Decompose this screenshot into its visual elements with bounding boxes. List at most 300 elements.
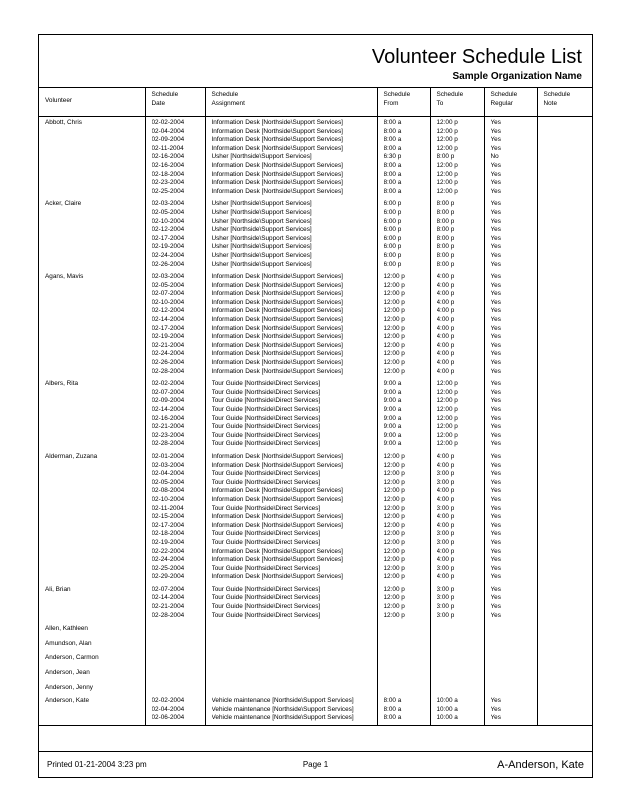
cell-schedule-from-value: 12:00 p — [383, 521, 405, 529]
cell-schedule-date-value: 02-19-2004 — [151, 243, 185, 251]
cell-schedule-regular — [484, 198, 537, 271]
cell-schedule-note-value — [544, 440, 593, 449]
cell-schedule-note-value — [544, 453, 593, 462]
cell-schedule-assignment-value: Tour Guide [Northside\Direct Services] — [211, 478, 321, 486]
cell-schedule-date-value: 02-08-2004 — [151, 487, 185, 495]
cell-schedule-note-value — [544, 273, 593, 282]
volunteer-name: Acker, Claire — [45, 200, 82, 208]
cell-schedule-to-value: 12:00 p — [436, 380, 458, 388]
cell-schedule-assignment-value: Information Desk [Northside\Support Services] — [211, 170, 343, 178]
cell-schedule-date-value: 02-09-2004 — [151, 136, 185, 144]
cell-schedule-to-value: 4:00 p — [436, 281, 455, 289]
cell-schedule-note-value — [544, 573, 593, 582]
cell-schedule-regular-value: Yes — [490, 367, 501, 375]
cell-schedule-to-value: 12:00 p — [436, 136, 458, 144]
cell-schedule-to-value: 4:00 p — [436, 298, 455, 306]
cell-schedule-from-value: 12:00 p — [383, 504, 405, 512]
cell-schedule-note-value — [544, 325, 593, 334]
cell-schedule-assignment-value: Information Desk [Northside\Support Services] — [211, 324, 343, 332]
cell-schedule-assignment-value: Tour Guide [Northside\Direct Services] — [211, 423, 321, 431]
cell-schedule-date-value: 02-09-2004 — [151, 397, 185, 405]
cell-schedule-note-value — [544, 226, 593, 235]
cell-schedule-assignment-value: Tour Guide [Northside\Direct Services] — [211, 585, 321, 593]
cell-schedule-regular-value: Yes — [490, 281, 501, 289]
cell-schedule-regular-value: Yes — [490, 440, 501, 448]
cell-schedule-assignment-value: Tour Guide [Northside\Direct Services] — [211, 470, 321, 478]
cell-schedule-assignment-value: Usher [Northside\Support Services] — [211, 200, 312, 208]
volunteer-name: Agans, Mavis — [45, 273, 84, 281]
cell-schedule-note-value — [544, 243, 593, 252]
cell-schedule-note-value — [544, 479, 593, 488]
cell-schedule-note — [537, 451, 592, 584]
cell-schedule-note-value — [544, 487, 593, 496]
column-header-schedule-date-l1: Schedule — [151, 91, 179, 98]
column-header-schedule-date — [145, 88, 205, 117]
cell-schedule-regular-value: Yes — [490, 603, 501, 611]
cell-schedule-note — [537, 681, 592, 696]
column-header-schedule-assignment — [205, 88, 377, 117]
cell-schedule-to-value: 4:00 p — [436, 290, 455, 298]
cell-schedule-to — [430, 117, 484, 199]
cell-schedule-date-value: 02-24-2004 — [151, 556, 185, 564]
cell-schedule-note-value — [544, 179, 593, 188]
cell-schedule-regular — [484, 271, 537, 378]
cell-schedule-note-value — [544, 513, 593, 522]
cell-schedule-regular-value: Yes — [490, 594, 501, 602]
table-row — [39, 666, 592, 681]
cell-schedule-date-value: 02-03-2004 — [151, 461, 185, 469]
cell-schedule-from-value: 12:00 p — [383, 611, 405, 619]
cell-schedule-assignment — [205, 637, 377, 652]
cell-schedule-assignment-value: Information Desk [Northside\Support Services] — [211, 461, 343, 469]
cell-schedule-date-value: 02-17-2004 — [151, 234, 185, 242]
cell-schedule-regular-value: Yes — [490, 208, 501, 216]
column-header-schedule-regular-l2: Regular — [490, 99, 513, 107]
cell-schedule-date-value: 02-02-2004 — [151, 119, 185, 126]
cell-schedule-assignment-value: Information Desk [Northside\Support Services] — [211, 179, 343, 187]
cell-schedule-date-value: 02-11-2004 — [151, 504, 184, 512]
cell-schedule-to-value — [437, 654, 484, 663]
cell-schedule-to — [430, 622, 484, 637]
cell-schedule-regular-value: Yes — [490, 187, 501, 195]
cell-schedule-regular-value: Yes — [490, 179, 501, 187]
cell-schedule-note-value — [544, 397, 593, 406]
cell-schedule-from-value: 6:00 p — [383, 243, 402, 251]
cell-schedule-assignment-value: Information Desk [Northside\Support Services] — [211, 547, 343, 555]
cell-schedule-note — [537, 378, 592, 451]
cell-schedule-note-value — [544, 640, 593, 649]
cell-schedule-date — [145, 622, 205, 637]
cell-schedule-note-value — [544, 505, 593, 514]
report-page — [38, 34, 593, 778]
cell-schedule-regular-value: Yes — [490, 406, 501, 413]
volunteer-name: Anderson, Carmon — [45, 654, 99, 662]
cell-schedule-date-value: 02-25-2004 — [151, 564, 185, 572]
cell-schedule-note-value — [544, 188, 593, 197]
cell-schedule-from-value: 12:00 p — [383, 461, 405, 469]
cell-schedule-from-value: 8:00 a — [383, 187, 402, 195]
cell-schedule-assignment-value: Information Desk [Northside\Support Services] — [211, 487, 343, 495]
cell-schedule-note-value — [544, 333, 593, 342]
cell-schedule-to-value: 12:00 p — [436, 388, 458, 396]
cell-schedule-assignment — [205, 695, 377, 725]
cell-schedule-to-value: 8:00 p — [436, 260, 455, 268]
cell-schedule-regular-value: Yes — [490, 513, 501, 521]
cell-schedule-date-value: 02-28-2004 — [151, 367, 185, 375]
cell-schedule-regular-value: Yes — [490, 478, 501, 486]
cell-schedule-from-value: 9:00 a — [383, 388, 402, 396]
cell-schedule-assignment-value: Information Desk [Northside\Support Services] — [211, 298, 343, 306]
volunteer-name: Anderson, Jenny — [45, 683, 93, 691]
cell-schedule-to-value: 3:00 p — [436, 594, 455, 602]
footer-range-label: A-Anderson, Kate — [497, 758, 584, 771]
cell-schedule-to-value: 8:00 p — [436, 217, 455, 225]
cell-schedule-note-value — [544, 406, 593, 415]
page-footer — [39, 751, 592, 777]
footer-printed-timestamp: Printed 01-21-2004 3:23 pm — [47, 760, 147, 769]
cell-schedule-date-value: 02-26-2004 — [151, 359, 185, 367]
cell-schedule-to-value: 12:00 p — [436, 127, 458, 135]
cell-volunteer — [39, 117, 145, 199]
cell-schedule-regular-value: Yes — [490, 341, 501, 349]
cell-schedule-note — [537, 695, 592, 725]
cell-schedule-date-value: 02-05-2004 — [151, 281, 185, 289]
cell-volunteer — [39, 666, 145, 681]
column-header-schedule-to-l2: To — [436, 99, 444, 107]
cell-schedule-regular-value: Yes — [490, 119, 501, 126]
cell-schedule-to — [430, 637, 484, 652]
cell-schedule-regular-value: Yes — [490, 414, 501, 422]
cell-schedule-date-value: 02-22-2004 — [151, 547, 185, 555]
cell-schedule-to-value: 8:00 p — [436, 251, 455, 259]
cell-schedule-from — [377, 451, 430, 584]
cell-schedule-assignment-value: Tour Guide [Northside\Direct Services] — [211, 406, 321, 413]
cell-schedule-to-value: 4:00 p — [436, 452, 455, 460]
cell-schedule-regular-value — [491, 654, 537, 663]
cell-schedule-date-value: 02-07-2004 — [151, 585, 185, 593]
cell-schedule-regular-value: Yes — [490, 307, 501, 315]
cell-schedule-from-value: 6:00 p — [383, 217, 402, 225]
cell-schedule-date-value: 02-11-2004 — [151, 144, 184, 152]
cell-schedule-assignment-value: Information Desk [Northside\Support Services] — [211, 556, 343, 564]
cell-schedule-regular-value: Yes — [490, 388, 501, 396]
cell-schedule-to-value: 3:00 p — [436, 470, 455, 478]
cell-schedule-assignment-value: Information Desk [Northside\Support Services] — [211, 144, 343, 152]
cell-schedule-date-value: 02-10-2004 — [151, 298, 185, 306]
cell-schedule-note-value — [544, 496, 593, 505]
cell-schedule-date — [145, 681, 205, 696]
cell-schedule-from-value: 12:00 p — [383, 585, 405, 593]
cell-schedule-to-value: 12:00 p — [436, 423, 458, 431]
cell-schedule-to — [430, 378, 484, 451]
cell-schedule-note-value — [544, 706, 593, 715]
cell-schedule-note-value — [544, 432, 593, 441]
cell-schedule-assignment — [205, 117, 377, 199]
cell-schedule-to-value: 4:00 p — [436, 547, 455, 555]
cell-schedule-assignment-value: Tour Guide [Northside\Direct Services] — [211, 397, 321, 405]
cell-schedule-date-value: 02-04-2004 — [151, 127, 185, 135]
cell-schedule-date-value: 02-12-2004 — [151, 226, 185, 234]
cell-schedule-date-value: 02-26-2004 — [151, 260, 185, 268]
cell-schedule-from-value — [384, 684, 430, 693]
cell-schedule-from-value: 6:00 p — [383, 226, 402, 234]
cell-schedule-to-value: 4:00 p — [436, 307, 455, 315]
cell-schedule-regular-value: Yes — [490, 226, 501, 234]
cell-schedule-note-value — [544, 316, 593, 325]
cell-schedule-date-value: 02-28-2004 — [151, 611, 185, 619]
column-header-volunteer-label: Volunteer — [45, 97, 73, 104]
cell-schedule-regular-value: Yes — [490, 359, 501, 367]
cell-schedule-from-value: 12:00 p — [383, 513, 405, 521]
cell-schedule-from-value: 12:00 p — [383, 333, 405, 341]
volunteer-name: Abbott, Chris — [45, 119, 82, 126]
cell-schedule-from-value: 12:00 p — [383, 307, 405, 315]
cell-schedule-to-value: 3:00 p — [436, 538, 455, 546]
cell-schedule-from-value: 6:00 p — [383, 200, 402, 208]
cell-schedule-to-value: 8:00 p — [436, 208, 455, 216]
cell-schedule-assignment-value: Information Desk [Northside\Support Services] — [211, 290, 343, 298]
cell-schedule-from-value: 6:00 p — [383, 208, 402, 216]
cell-schedule-date-value: 02-19-2004 — [151, 333, 185, 341]
cell-schedule-from-value — [384, 625, 430, 634]
cell-schedule-assignment-value: Information Desk [Northside\Support Services] — [211, 273, 343, 281]
cell-schedule-from-value: 8:00 a — [383, 136, 402, 144]
cell-schedule-note-value — [544, 654, 593, 663]
cell-schedule-to-value: 12:00 p — [436, 119, 458, 126]
cell-schedule-date — [145, 378, 205, 451]
cell-schedule-note-value — [544, 342, 593, 351]
cell-schedule-from-value: 12:00 p — [383, 530, 405, 538]
cell-schedule-note-value — [544, 145, 593, 154]
cell-schedule-from-value: 9:00 a — [383, 414, 402, 422]
cell-schedule-from-value: 9:00 a — [383, 397, 402, 405]
cell-schedule-note — [537, 117, 592, 199]
cell-schedule-regular-value — [491, 669, 537, 678]
cell-schedule-regular-value: Yes — [490, 298, 501, 306]
cell-schedule-note-value — [544, 470, 593, 479]
cell-schedule-note-value — [544, 612, 593, 621]
cell-schedule-date-value: 02-15-2004 — [151, 513, 185, 521]
cell-schedule-from — [377, 271, 430, 378]
cell-schedule-regular-value — [491, 625, 537, 634]
cell-schedule-from-value: 12:00 p — [383, 298, 405, 306]
cell-schedule-to-value: 8:00 p — [436, 200, 455, 208]
cell-schedule-from-value — [384, 640, 430, 649]
cell-schedule-assignment-value: Information Desk [Northside\Support Services] — [211, 513, 343, 521]
cell-schedule-date-value: 02-07-2004 — [151, 290, 185, 298]
cell-schedule-regular-value: Yes — [490, 705, 501, 713]
cell-schedule-regular-value — [491, 640, 537, 649]
cell-schedule-date-value: 02-07-2004 — [151, 388, 185, 396]
cell-schedule-note-value — [544, 136, 593, 145]
cell-schedule-date-value: 02-10-2004 — [151, 217, 185, 225]
cell-schedule-note-value — [544, 423, 593, 432]
cell-schedule-date-value: 02-29-2004 — [151, 573, 185, 581]
cell-schedule-regular-value: Yes — [490, 521, 501, 529]
cell-schedule-from-value: 12:00 p — [383, 538, 405, 546]
cell-volunteer — [39, 271, 145, 378]
cell-schedule-date-value — [152, 654, 205, 663]
cell-schedule-regular-value: Yes — [490, 333, 501, 341]
volunteer-name: Anderson, Kate — [45, 697, 90, 705]
cell-schedule-to-value: 12:00 p — [436, 187, 458, 195]
cell-schedule-to-value: 4:00 p — [436, 324, 455, 332]
cell-schedule-to — [430, 651, 484, 666]
cell-schedule-note-value — [544, 252, 593, 261]
cell-schedule-to-value: 4:00 p — [436, 316, 455, 324]
cell-schedule-regular — [484, 666, 537, 681]
cell-schedule-assignment-value: Information Desk [Northside\Support Services] — [211, 521, 343, 529]
cell-schedule-regular-value: Yes — [490, 161, 501, 169]
cell-schedule-date — [145, 271, 205, 378]
cell-schedule-date-value: 02-19-2004 — [151, 538, 185, 546]
cell-schedule-date-value: 02-18-2004 — [151, 530, 185, 538]
table-bottom-rule — [39, 725, 592, 726]
cell-schedule-to-value: 4:00 p — [436, 273, 455, 281]
cell-schedule-from-value: 12:00 p — [383, 603, 405, 611]
cell-schedule-from-value: 12:00 p — [383, 281, 405, 289]
cell-schedule-regular-value: Yes — [490, 495, 501, 503]
table-row — [39, 681, 592, 696]
cell-schedule-from-value: 8:00 a — [383, 714, 402, 722]
cell-schedule-date-value: 02-03-2004 — [151, 200, 185, 208]
cell-schedule-assignment-value: Information Desk [Northside\Support Services] — [211, 495, 343, 503]
cell-schedule-to-value: 3:00 p — [436, 530, 455, 538]
cell-schedule-from-value: 8:00 a — [383, 127, 402, 135]
cell-volunteer — [39, 651, 145, 666]
cell-schedule-from-value: 12:00 p — [383, 273, 405, 281]
cell-schedule-assignment-value — [212, 684, 377, 693]
cell-schedule-from-value: 9:00 a — [383, 440, 402, 448]
cell-schedule-date-value: 02-01-2004 — [151, 452, 185, 460]
cell-schedule-note-value — [544, 200, 593, 209]
cell-schedule-note-value — [544, 522, 593, 531]
column-header-volunteer — [39, 88, 145, 117]
cell-schedule-date-value: 02-25-2004 — [151, 187, 185, 195]
cell-schedule-note — [537, 271, 592, 378]
cell-schedule-assignment-value: Tour Guide [Northside\Direct Services] — [211, 530, 321, 538]
cell-schedule-to-value: 4:00 p — [436, 367, 455, 375]
table-body — [39, 117, 592, 726]
cell-schedule-date-value: 02-02-2004 — [151, 380, 185, 388]
cell-schedule-regular-value: Yes — [490, 452, 501, 460]
cell-schedule-date-value: 02-21-2004 — [151, 603, 185, 611]
cell-schedule-to — [430, 584, 484, 622]
cell-schedule-note-value — [544, 565, 593, 574]
cell-schedule-assignment-value: Information Desk [Northside\Support Services] — [211, 573, 343, 581]
cell-schedule-from-value: 8:00 a — [383, 697, 402, 705]
cell-schedule-assignment — [205, 681, 377, 696]
cell-schedule-date-value: 02-24-2004 — [151, 350, 185, 358]
cell-schedule-regular-value — [491, 684, 537, 693]
cell-schedule-note-value — [544, 556, 593, 565]
cell-schedule-regular-value: Yes — [490, 251, 501, 259]
cell-schedule-note-value — [544, 594, 593, 603]
column-header-schedule-from-l1: Schedule — [383, 91, 411, 98]
cell-schedule-regular-value: Yes — [490, 556, 501, 564]
cell-schedule-to-value: 4:00 p — [436, 359, 455, 367]
cell-schedule-date — [145, 637, 205, 652]
cell-schedule-assignment-value: Usher [Northside\Support Services] — [211, 243, 312, 251]
cell-schedule-note-value — [544, 171, 593, 180]
cell-schedule-assignment-value: Tour Guide [Northside\Direct Services] — [211, 603, 321, 611]
organization-name: Sample Organization Name — [452, 71, 582, 82]
cell-schedule-to-value: 4:00 p — [436, 461, 455, 469]
cell-schedule-date-value: 02-05-2004 — [151, 478, 185, 486]
cell-schedule-from-value: 9:00 a — [383, 423, 402, 431]
cell-schedule-from-value: 12:00 p — [383, 478, 405, 486]
cell-schedule-assignment-value: Usher [Northside\Support Services] — [211, 153, 312, 161]
cell-schedule-regular — [484, 117, 537, 199]
cell-schedule-from-value: 12:00 p — [383, 495, 405, 503]
table-header — [39, 88, 592, 117]
cell-schedule-assignment-value: Information Desk [Northside\Support Services] — [211, 307, 343, 315]
cell-schedule-regular-value: Yes — [490, 397, 501, 405]
cell-schedule-regular-value: Yes — [490, 573, 501, 581]
cell-schedule-from-value: 12:00 p — [383, 350, 405, 358]
cell-schedule-assignment-value: Information Desk [Northside\Support Services] — [211, 127, 343, 135]
cell-schedule-date-value: 02-05-2004 — [151, 208, 185, 216]
cell-schedule-note — [537, 622, 592, 637]
cell-schedule-note-value — [544, 119, 593, 128]
cell-schedule-note-value — [544, 282, 593, 291]
cell-schedule-from-value: 6:00 p — [383, 260, 402, 268]
cell-schedule-note-value — [544, 209, 593, 218]
cell-volunteer — [39, 378, 145, 451]
column-header-schedule-to — [430, 88, 484, 117]
cell-schedule-from — [377, 622, 430, 637]
cell-schedule-to — [430, 666, 484, 681]
cell-schedule-note-value — [544, 714, 593, 723]
cell-schedule-date-value: 02-16-2004 — [151, 153, 185, 161]
cell-schedule-to-value: 4:00 p — [436, 521, 455, 529]
cell-schedule-to-value: 3:00 p — [436, 564, 455, 572]
cell-schedule-regular-value: Yes — [490, 273, 501, 281]
cell-schedule-assignment-value: Information Desk [Northside\Support Services] — [211, 119, 343, 126]
cell-schedule-from-value: 12:00 p — [383, 556, 405, 564]
table-row — [39, 198, 592, 271]
column-header-schedule-from — [377, 88, 430, 117]
cell-schedule-date-value: 02-02-2004 — [151, 697, 185, 705]
cell-schedule-from-value — [384, 654, 430, 663]
cell-schedule-note — [537, 584, 592, 622]
cell-schedule-assignment-value: Information Desk [Northside\Support Services] — [211, 367, 343, 375]
cell-schedule-from-value: 8:00 a — [383, 705, 402, 713]
cell-schedule-note-value — [544, 669, 593, 678]
cell-schedule-regular-value: Yes — [490, 380, 501, 388]
cell-schedule-to-value: 12:00 p — [436, 414, 458, 422]
cell-schedule-date-value: 02-16-2004 — [151, 414, 185, 422]
cell-schedule-assignment-value: Vehicle maintenance [Northside\Support Services] — [211, 697, 354, 705]
cell-schedule-from-value: 6:00 p — [383, 251, 402, 259]
cell-volunteer — [39, 622, 145, 637]
cell-schedule-assignment-value: Information Desk [Northside\Support Services] — [211, 341, 343, 349]
cell-schedule-regular-value: Yes — [490, 136, 501, 144]
cell-schedule-from-value: 9:00 a — [383, 406, 402, 413]
table-row — [39, 651, 592, 666]
cell-schedule-date — [145, 695, 205, 725]
cell-schedule-note-value — [544, 462, 593, 471]
volunteer-name: Anderson, Jean — [45, 669, 90, 677]
cell-schedule-regular-value: Yes — [490, 290, 501, 298]
cell-schedule-date-value: 02-04-2004 — [151, 470, 185, 478]
cell-schedule-to-value: 8:00 p — [436, 243, 455, 251]
cell-schedule-from-value: 12:00 p — [383, 341, 405, 349]
cell-schedule-to-value — [437, 684, 484, 693]
cell-schedule-note-value — [544, 235, 593, 244]
cell-schedule-assignment-value: Tour Guide [Northside\Direct Services] — [211, 594, 321, 602]
cell-volunteer — [39, 584, 145, 622]
